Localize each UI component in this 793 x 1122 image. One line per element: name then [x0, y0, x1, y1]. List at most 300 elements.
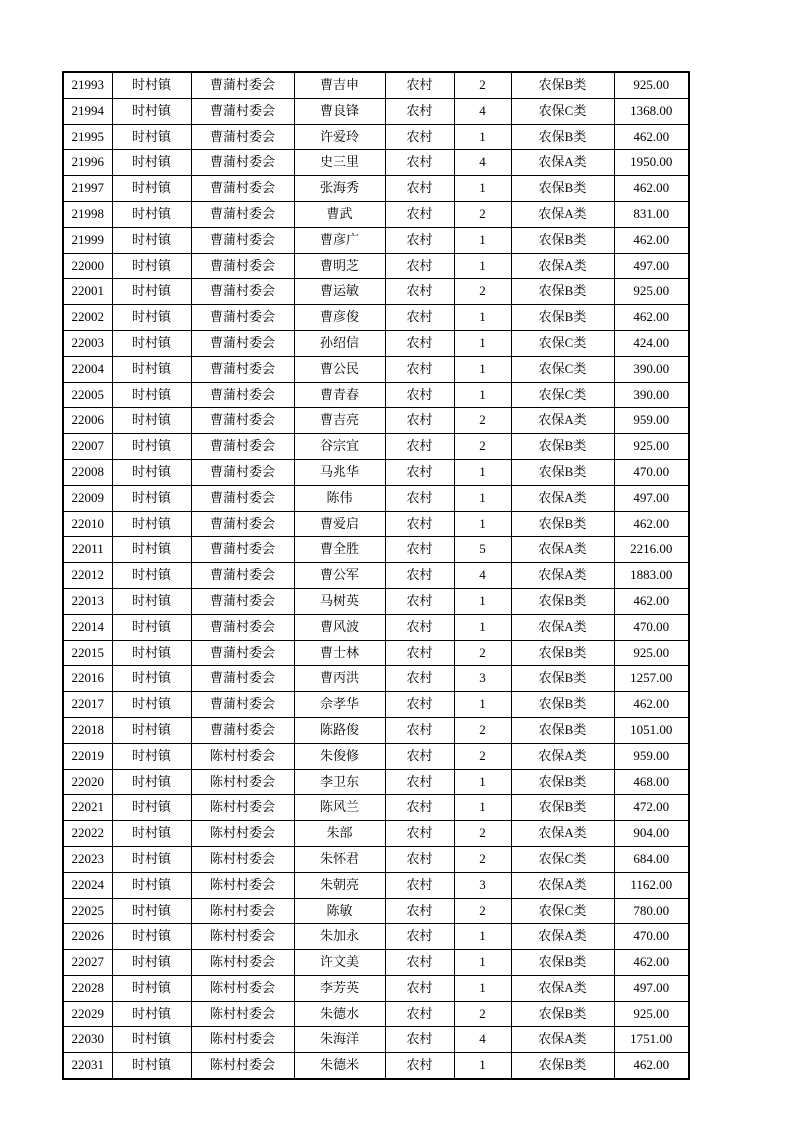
table-cell: 时村镇	[112, 176, 191, 202]
table-cell: 462.00	[614, 1053, 689, 1079]
table-cell: 时村镇	[112, 253, 191, 279]
table-row	[63, 950, 689, 976]
table-cell: 曹蒲村委会	[191, 640, 294, 666]
table-cell: 农保B类	[511, 666, 614, 692]
table-cell: 史三里	[294, 150, 385, 176]
table-cell: 时村镇	[112, 537, 191, 563]
table-cell: 曹蒲村委会	[191, 459, 294, 485]
table-cell: 22009	[63, 485, 112, 511]
table-cell: 时村镇	[112, 227, 191, 253]
table-cell: 684.00	[614, 846, 689, 872]
table-cell: 曹明芝	[294, 253, 385, 279]
table-cell: 21998	[63, 201, 112, 227]
table-cell: 1	[454, 692, 511, 718]
table-cell: 谷宗宜	[294, 434, 385, 460]
table-row	[63, 176, 689, 202]
table-cell: 农保A类	[511, 253, 614, 279]
table-cell: 22012	[63, 563, 112, 589]
table-cell: 1	[454, 511, 511, 537]
table-cell: 佘孝华	[294, 692, 385, 718]
table-cell: 曹蒲村委会	[191, 717, 294, 743]
table-cell: 2	[454, 846, 511, 872]
table-cell: 朱部	[294, 821, 385, 847]
table-cell: 陈村村委会	[191, 1001, 294, 1027]
table-cell: 农保A类	[511, 1027, 614, 1053]
table-cell: 农保A类	[511, 537, 614, 563]
table-row	[63, 769, 689, 795]
table-cell: 21994	[63, 98, 112, 124]
table-cell: 农村	[385, 511, 454, 537]
table-row	[63, 1001, 689, 1027]
table-cell: 陈村村委会	[191, 769, 294, 795]
table-cell: 1051.00	[614, 717, 689, 743]
table-cell: 农村	[385, 150, 454, 176]
table-cell: 22014	[63, 614, 112, 640]
table-cell: 农保B类	[511, 717, 614, 743]
table-cell: 农保B类	[511, 795, 614, 821]
table-cell: 1	[454, 176, 511, 202]
table-cell: 时村镇	[112, 1027, 191, 1053]
table-cell: 时村镇	[112, 1001, 191, 1027]
table-cell: 时村镇	[112, 872, 191, 898]
table-cell: 1	[454, 459, 511, 485]
table-cell: 1	[454, 305, 511, 331]
table-cell: 1883.00	[614, 563, 689, 589]
table-cell: 朱怀君	[294, 846, 385, 872]
table-cell: 2	[454, 898, 511, 924]
table-cell: 曹彦广	[294, 227, 385, 253]
table-cell: 农保B类	[511, 769, 614, 795]
table-cell: 农保B类	[511, 124, 614, 150]
table-cell: 21995	[63, 124, 112, 150]
table-cell: 时村镇	[112, 72, 191, 98]
table-cell: 2	[454, 279, 511, 305]
table-cell: 497.00	[614, 485, 689, 511]
table-cell: 时村镇	[112, 769, 191, 795]
table-cell: 时村镇	[112, 150, 191, 176]
table-cell: 5	[454, 537, 511, 563]
table-cell: 904.00	[614, 821, 689, 847]
table-cell: 925.00	[614, 72, 689, 98]
table-cell: 农村	[385, 279, 454, 305]
table-cell: 22020	[63, 769, 112, 795]
table-cell: 2	[454, 1001, 511, 1027]
table-row	[63, 356, 689, 382]
table-cell: 时村镇	[112, 795, 191, 821]
table-cell: 1	[454, 795, 511, 821]
table-cell: 农村	[385, 1027, 454, 1053]
table-cell: 462.00	[614, 692, 689, 718]
table-cell: 时村镇	[112, 279, 191, 305]
table-cell: 曹吉亮	[294, 408, 385, 434]
table-cell: 22007	[63, 434, 112, 460]
table-cell: 马树英	[294, 588, 385, 614]
table-cell: 22000	[63, 253, 112, 279]
table-cell: 曹蒲村委会	[191, 330, 294, 356]
table-cell: 朱加永	[294, 924, 385, 950]
table-cell: 曹青春	[294, 382, 385, 408]
table-cell: 1	[454, 356, 511, 382]
benefits-table	[62, 71, 690, 1080]
table-cell: 1	[454, 330, 511, 356]
table-cell: 22019	[63, 743, 112, 769]
table-cell: 农村	[385, 253, 454, 279]
table-cell: 2216.00	[614, 537, 689, 563]
table-cell: 曹蒲村委会	[191, 72, 294, 98]
table-cell: 1	[454, 975, 511, 1001]
table-cell: 农村	[385, 227, 454, 253]
table-cell: 2	[454, 72, 511, 98]
table-cell: 农保B类	[511, 640, 614, 666]
table-cell: 390.00	[614, 356, 689, 382]
table-cell: 时村镇	[112, 124, 191, 150]
table-cell: 李卫东	[294, 769, 385, 795]
table-cell: 22016	[63, 666, 112, 692]
table-cell: 曹蒲村委会	[191, 511, 294, 537]
table-row	[63, 537, 689, 563]
table-cell: 农保B类	[511, 279, 614, 305]
table-cell: 2	[454, 640, 511, 666]
table-cell: 1	[454, 924, 511, 950]
table-cell: 许爱玲	[294, 124, 385, 150]
table-cell: 462.00	[614, 176, 689, 202]
table-cell: 时村镇	[112, 975, 191, 1001]
table-cell: 农村	[385, 1053, 454, 1079]
table-cell: 曹蒲村委会	[191, 563, 294, 589]
table-cell: 曹蒲村委会	[191, 434, 294, 460]
table-row	[63, 305, 689, 331]
table-cell: 21997	[63, 176, 112, 202]
table-cell: 农村	[385, 640, 454, 666]
table-cell: 时村镇	[112, 305, 191, 331]
table-cell: 时村镇	[112, 950, 191, 976]
table-cell: 农村	[385, 821, 454, 847]
table-cell: 曹公民	[294, 356, 385, 382]
table-cell: 曹蒲村委会	[191, 588, 294, 614]
table-cell: 曹运敏	[294, 279, 385, 305]
table-cell: 925.00	[614, 279, 689, 305]
table-cell: 22028	[63, 975, 112, 1001]
table-cell: 3	[454, 666, 511, 692]
table-row	[63, 330, 689, 356]
table-cell: 曹蒲村委会	[191, 305, 294, 331]
table-cell: 曹全胜	[294, 537, 385, 563]
table-cell: 农保B类	[511, 588, 614, 614]
table-row	[63, 485, 689, 511]
table-cell: 孙绍信	[294, 330, 385, 356]
table-cell: 22018	[63, 717, 112, 743]
table-cell: 农保B类	[511, 434, 614, 460]
table-cell: 曹蒲村委会	[191, 692, 294, 718]
table-cell: 468.00	[614, 769, 689, 795]
table-cell: 农村	[385, 537, 454, 563]
table-cell: 农村	[385, 305, 454, 331]
table-cell: 21999	[63, 227, 112, 253]
table-cell: 1	[454, 382, 511, 408]
table-cell: 1	[454, 769, 511, 795]
table-cell: 22021	[63, 795, 112, 821]
table-row	[63, 201, 689, 227]
table-cell: 曹公军	[294, 563, 385, 589]
table-cell: 22017	[63, 692, 112, 718]
table-cell: 22001	[63, 279, 112, 305]
table-cell: 曹蒲村委会	[191, 124, 294, 150]
table-cell: 831.00	[614, 201, 689, 227]
table-row	[63, 821, 689, 847]
table-cell: 农保B类	[511, 227, 614, 253]
table-cell: 22008	[63, 459, 112, 485]
table-row	[63, 511, 689, 537]
table-cell: 1751.00	[614, 1027, 689, 1053]
table-cell: 农村	[385, 872, 454, 898]
table-cell: 农保B类	[511, 459, 614, 485]
table-cell: 农保B类	[511, 692, 614, 718]
table-cell: 时村镇	[112, 666, 191, 692]
table-cell: 农保B类	[511, 511, 614, 537]
table-cell: 4	[454, 563, 511, 589]
table-cell: 陈村村委会	[191, 846, 294, 872]
table-cell: 时村镇	[112, 846, 191, 872]
table-cell: 1	[454, 588, 511, 614]
table-cell: 时村镇	[112, 1053, 191, 1079]
table-cell: 曹蒲村委会	[191, 201, 294, 227]
table-cell: 时村镇	[112, 898, 191, 924]
table-cell: 22024	[63, 872, 112, 898]
table-cell: 22029	[63, 1001, 112, 1027]
table-cell: 农保C类	[511, 98, 614, 124]
table-cell: 1	[454, 227, 511, 253]
table-cell: 陈村村委会	[191, 821, 294, 847]
table-cell: 曹彦俊	[294, 305, 385, 331]
table-cell: 曹蒲村委会	[191, 382, 294, 408]
table-cell: 农保C类	[511, 846, 614, 872]
table-cell: 农村	[385, 1001, 454, 1027]
table-cell: 曹蒲村委会	[191, 150, 294, 176]
table-cell: 22015	[63, 640, 112, 666]
table-cell: 1	[454, 124, 511, 150]
table-cell: 农保B类	[511, 72, 614, 98]
table-cell: 曹蒲村委会	[191, 227, 294, 253]
table-row	[63, 846, 689, 872]
table-cell: 陈村村委会	[191, 975, 294, 1001]
table-cell: 22023	[63, 846, 112, 872]
table-row	[63, 692, 689, 718]
table-cell: 497.00	[614, 253, 689, 279]
table-cell: 780.00	[614, 898, 689, 924]
table-row	[63, 408, 689, 434]
table-cell: 时村镇	[112, 821, 191, 847]
table-cell: 时村镇	[112, 588, 191, 614]
table-cell: 陈村村委会	[191, 872, 294, 898]
table-cell: 农村	[385, 975, 454, 1001]
table-cell: 马兆华	[294, 459, 385, 485]
table-cell: 22005	[63, 382, 112, 408]
table-row	[63, 434, 689, 460]
table-cell: 陈村村委会	[191, 743, 294, 769]
table-cell: 925.00	[614, 1001, 689, 1027]
table-cell: 22010	[63, 511, 112, 537]
table-cell: 曹良锋	[294, 98, 385, 124]
table-cell: 时村镇	[112, 924, 191, 950]
table-cell: 农村	[385, 588, 454, 614]
table-row	[63, 975, 689, 1001]
table-cell: 462.00	[614, 511, 689, 537]
table-row	[63, 743, 689, 769]
table-cell: 朱朝亮	[294, 872, 385, 898]
table-cell: 1162.00	[614, 872, 689, 898]
table-cell: 农保A类	[511, 201, 614, 227]
table-row	[63, 614, 689, 640]
table-cell: 22002	[63, 305, 112, 331]
table-cell: 农保A类	[511, 743, 614, 769]
table-cell: 农村	[385, 382, 454, 408]
table-cell: 时村镇	[112, 434, 191, 460]
table-row	[63, 124, 689, 150]
table-row	[63, 1053, 689, 1079]
table-cell: 农保B类	[511, 1053, 614, 1079]
table-cell: 张海秀	[294, 176, 385, 202]
table-cell: 曹蒲村委会	[191, 408, 294, 434]
table-cell: 22026	[63, 924, 112, 950]
table-cell: 朱俊修	[294, 743, 385, 769]
table-cell: 2	[454, 408, 511, 434]
table-row	[63, 98, 689, 124]
table-cell: 曹蒲村委会	[191, 666, 294, 692]
table-cell: 农保A类	[511, 150, 614, 176]
table-cell: 曹蒲村委会	[191, 176, 294, 202]
table-cell: 时村镇	[112, 692, 191, 718]
table-cell: 陈村村委会	[191, 950, 294, 976]
table-cell: 时村镇	[112, 330, 191, 356]
table-cell: 农村	[385, 769, 454, 795]
table-row	[63, 150, 689, 176]
table-cell: 时村镇	[112, 640, 191, 666]
table-cell: 陈村村委会	[191, 898, 294, 924]
table-row	[63, 924, 689, 950]
table-cell: 时村镇	[112, 511, 191, 537]
table-cell: 许文美	[294, 950, 385, 976]
table-row	[63, 382, 689, 408]
table-row	[63, 253, 689, 279]
table-cell: 陈风兰	[294, 795, 385, 821]
table-cell: 1	[454, 253, 511, 279]
table-cell: 农村	[385, 717, 454, 743]
table-cell: 470.00	[614, 459, 689, 485]
table-cell: 925.00	[614, 640, 689, 666]
table-cell: 曹蒲村委会	[191, 279, 294, 305]
table-cell: 时村镇	[112, 201, 191, 227]
table-cell: 农村	[385, 356, 454, 382]
table-cell: 曹蒲村委会	[191, 253, 294, 279]
table-cell: 曹蒲村委会	[191, 98, 294, 124]
table-cell: 时村镇	[112, 382, 191, 408]
table-cell: 陈敏	[294, 898, 385, 924]
table-cell: 农村	[385, 795, 454, 821]
table-cell: 农村	[385, 898, 454, 924]
table-cell: 朱德米	[294, 1053, 385, 1079]
table-cell: 462.00	[614, 588, 689, 614]
table-row	[63, 640, 689, 666]
table-cell: 4	[454, 98, 511, 124]
table-cell: 农村	[385, 666, 454, 692]
table-cell: 2	[454, 717, 511, 743]
table-cell: 462.00	[614, 950, 689, 976]
table-cell: 农保C类	[511, 898, 614, 924]
table-cell: 959.00	[614, 743, 689, 769]
table-cell: 时村镇	[112, 563, 191, 589]
table-cell: 农保A类	[511, 408, 614, 434]
table-cell: 4	[454, 150, 511, 176]
table-cell: 22030	[63, 1027, 112, 1053]
table-cell: 曹蒲村委会	[191, 537, 294, 563]
table-cell: 1	[454, 950, 511, 976]
table-cell: 时村镇	[112, 459, 191, 485]
table-cell: 陈村村委会	[191, 1027, 294, 1053]
table-cell: 1950.00	[614, 150, 689, 176]
table-cell: 农保B类	[511, 1001, 614, 1027]
table-cell: 462.00	[614, 305, 689, 331]
table-cell: 462.00	[614, 124, 689, 150]
table-cell: 曹蒲村委会	[191, 614, 294, 640]
table-cell: 472.00	[614, 795, 689, 821]
table-cell: 1	[454, 485, 511, 511]
table-row	[63, 1027, 689, 1053]
table-cell: 2	[454, 201, 511, 227]
table-cell: 3	[454, 872, 511, 898]
table-cell: 农村	[385, 124, 454, 150]
table-cell: 1368.00	[614, 98, 689, 124]
table-cell: 曹丙洪	[294, 666, 385, 692]
table-cell: 农保B类	[511, 176, 614, 202]
table-cell: 朱德水	[294, 1001, 385, 1027]
table-cell: 424.00	[614, 330, 689, 356]
table-cell: 时村镇	[112, 743, 191, 769]
table-row	[63, 227, 689, 253]
table-cell: 时村镇	[112, 356, 191, 382]
table-cell: 22006	[63, 408, 112, 434]
table-cell: 曹武	[294, 201, 385, 227]
table-cell: 农保A类	[511, 821, 614, 847]
table-cell: 李芳英	[294, 975, 385, 1001]
table-row	[63, 72, 689, 98]
table-cell: 时村镇	[112, 98, 191, 124]
table-cell: 2	[454, 434, 511, 460]
table-cell: 农村	[385, 408, 454, 434]
table-cell: 农保C类	[511, 382, 614, 408]
table-cell: 农村	[385, 614, 454, 640]
table-cell: 390.00	[614, 382, 689, 408]
table-cell: 陈路俊	[294, 717, 385, 743]
table-cell: 农保A类	[511, 924, 614, 950]
table-cell: 曹士林	[294, 640, 385, 666]
table-cell: 农保B类	[511, 950, 614, 976]
table-cell: 22013	[63, 588, 112, 614]
table-cell: 农保B类	[511, 305, 614, 331]
table-row	[63, 459, 689, 485]
table-cell: 农村	[385, 434, 454, 460]
table-cell: 22004	[63, 356, 112, 382]
table-cell: 农村	[385, 485, 454, 511]
table-cell: 462.00	[614, 227, 689, 253]
table-cell: 1	[454, 614, 511, 640]
table-cell: 1257.00	[614, 666, 689, 692]
table-cell: 2	[454, 743, 511, 769]
table-row	[63, 666, 689, 692]
table-cell: 陈伟	[294, 485, 385, 511]
table-row	[63, 872, 689, 898]
table-row	[63, 279, 689, 305]
table-cell: 农村	[385, 72, 454, 98]
